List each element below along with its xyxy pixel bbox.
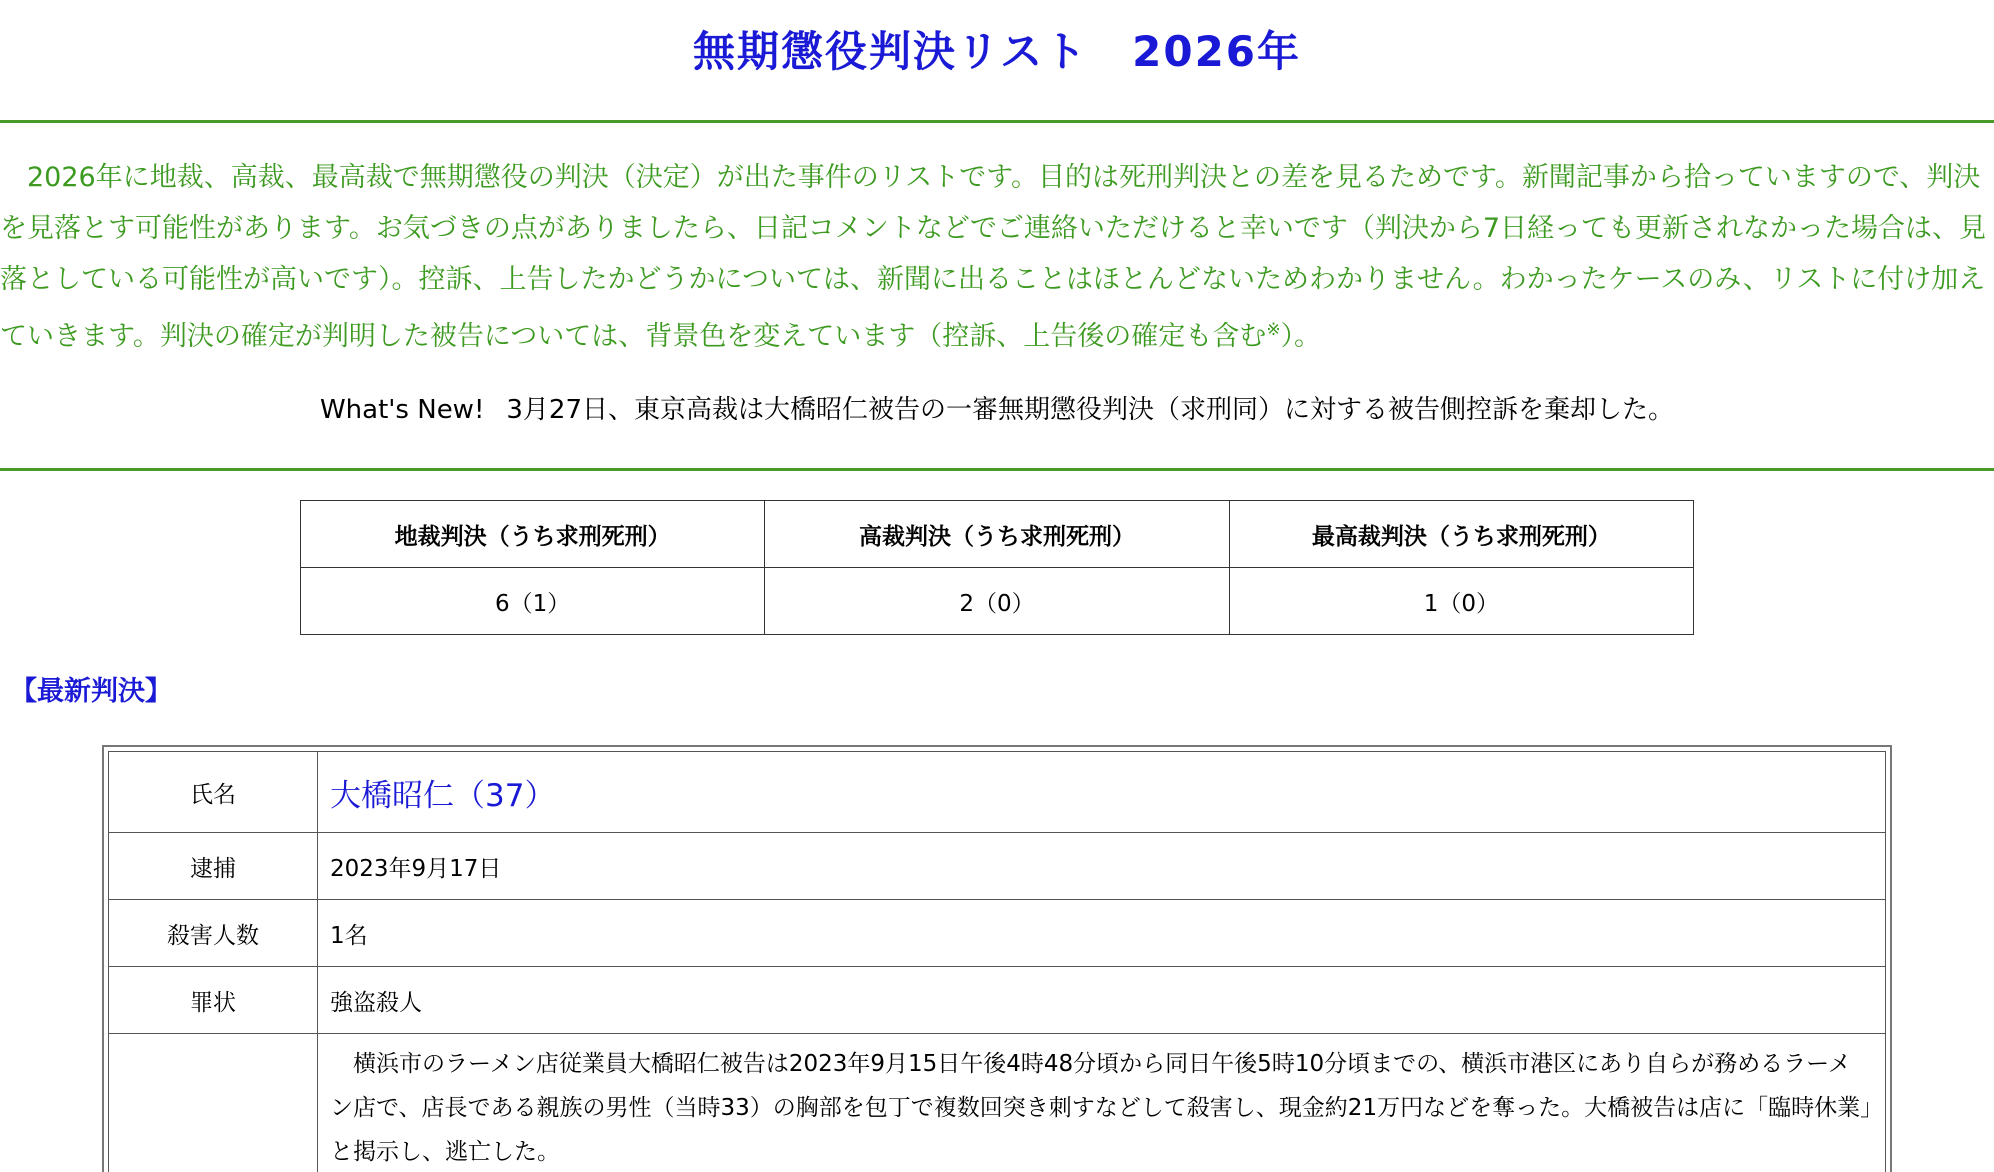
intro-note-mark: ※ <box>1266 320 1281 340</box>
intro-text-end: ）。 <box>1280 321 1322 352</box>
table-row <box>109 752 1886 833</box>
arrest-value: 2023年9月17日 <box>318 833 1886 900</box>
arrest-label: 逮捕 <box>109 833 318 900</box>
latest-detail-box <box>102 745 1892 1172</box>
summary-value-district: 6（1） <box>301 568 765 635</box>
case-summary-cell <box>318 1034 1886 1172</box>
summary-label-empty <box>109 1034 318 1172</box>
latest-heading: 【最新判決】 <box>10 676 172 707</box>
summary-header-district: 地裁判決（うち求刑死刑） <box>301 501 765 568</box>
name-label: 氏名 <box>109 752 318 833</box>
victims-value: 1名 <box>318 900 1886 967</box>
table-row <box>109 967 1886 1034</box>
table-row <box>109 833 1886 900</box>
page-title: 無期懲役判決リスト 2026年 <box>692 27 1302 76</box>
summary-header-high: 高裁判決（うち求刑死刑） <box>765 501 1229 568</box>
table-row <box>109 900 1886 967</box>
divider-top <box>0 120 1994 123</box>
intro-paragraph <box>0 152 1990 362</box>
summary-value-high: 2（0） <box>765 568 1229 635</box>
summary-value-row <box>301 568 1694 635</box>
charge-label: 罪状 <box>109 967 318 1034</box>
summary-table <box>300 500 1694 635</box>
victims-label: 殺害人数 <box>109 900 318 967</box>
table-row <box>109 1034 1886 1172</box>
name-value <box>318 752 1886 833</box>
intro-text: 2026年に地裁、高裁、最高裁で無期懲役の判決（決定）が出た事件のリストです。目的は死刑判決との差を見るためです。新聞記事から拾っていますので、判決を見落とす可能性があります。お気づきの点がありましたら、日記コメントなどでご連絡いただけると幸いです（判決から7日経っても更新されなかった場合は、見落としている可能性が高いです）。控訴、上告したかどうかについては、新聞に出ることはほとんどないためわかりません。わかったケースのみ、リストに付け加えていきます。判決の確定が判明した被告については、背景色を変えています（控訴、上告後の確定も含む <box>0 162 1987 352</box>
latest-detail-table <box>108 751 1886 1172</box>
defendant-name: 大橋昭仁（37） <box>330 777 556 814</box>
whats-new-label: What's New! <box>319 395 485 425</box>
divider-bottom <box>0 468 1994 471</box>
summary-header-supreme: 最高裁判決（うち求刑死刑） <box>1229 501 1693 568</box>
summary-value-supreme: 1（0） <box>1229 568 1693 635</box>
whats-new-text: 3月27日、東京高裁は大橋昭仁被告の一審無期懲役判決（求刑同）に対する被告側控訴を棄却した。 <box>506 395 1675 425</box>
case-summary-text: 横浜市のラーメン店従業員大橋昭仁被告は2023年9月15日午後4時48分頃から同日午後5時10分頃までの、横浜市港区にあり自らが務めるラーメン店で、店長である親族の男性（当時33）の胸部を包丁で複数回突き刺すなどして殺害し、現金約21万円などを奪った。大橋被告は店に「臨時休業」と掲示し、逃亡した。 <box>330 1051 1872 1165</box>
whats-new <box>0 390 1994 430</box>
summary-header-row <box>301 501 1694 568</box>
charge-value: 強盗殺人 <box>318 967 1886 1034</box>
